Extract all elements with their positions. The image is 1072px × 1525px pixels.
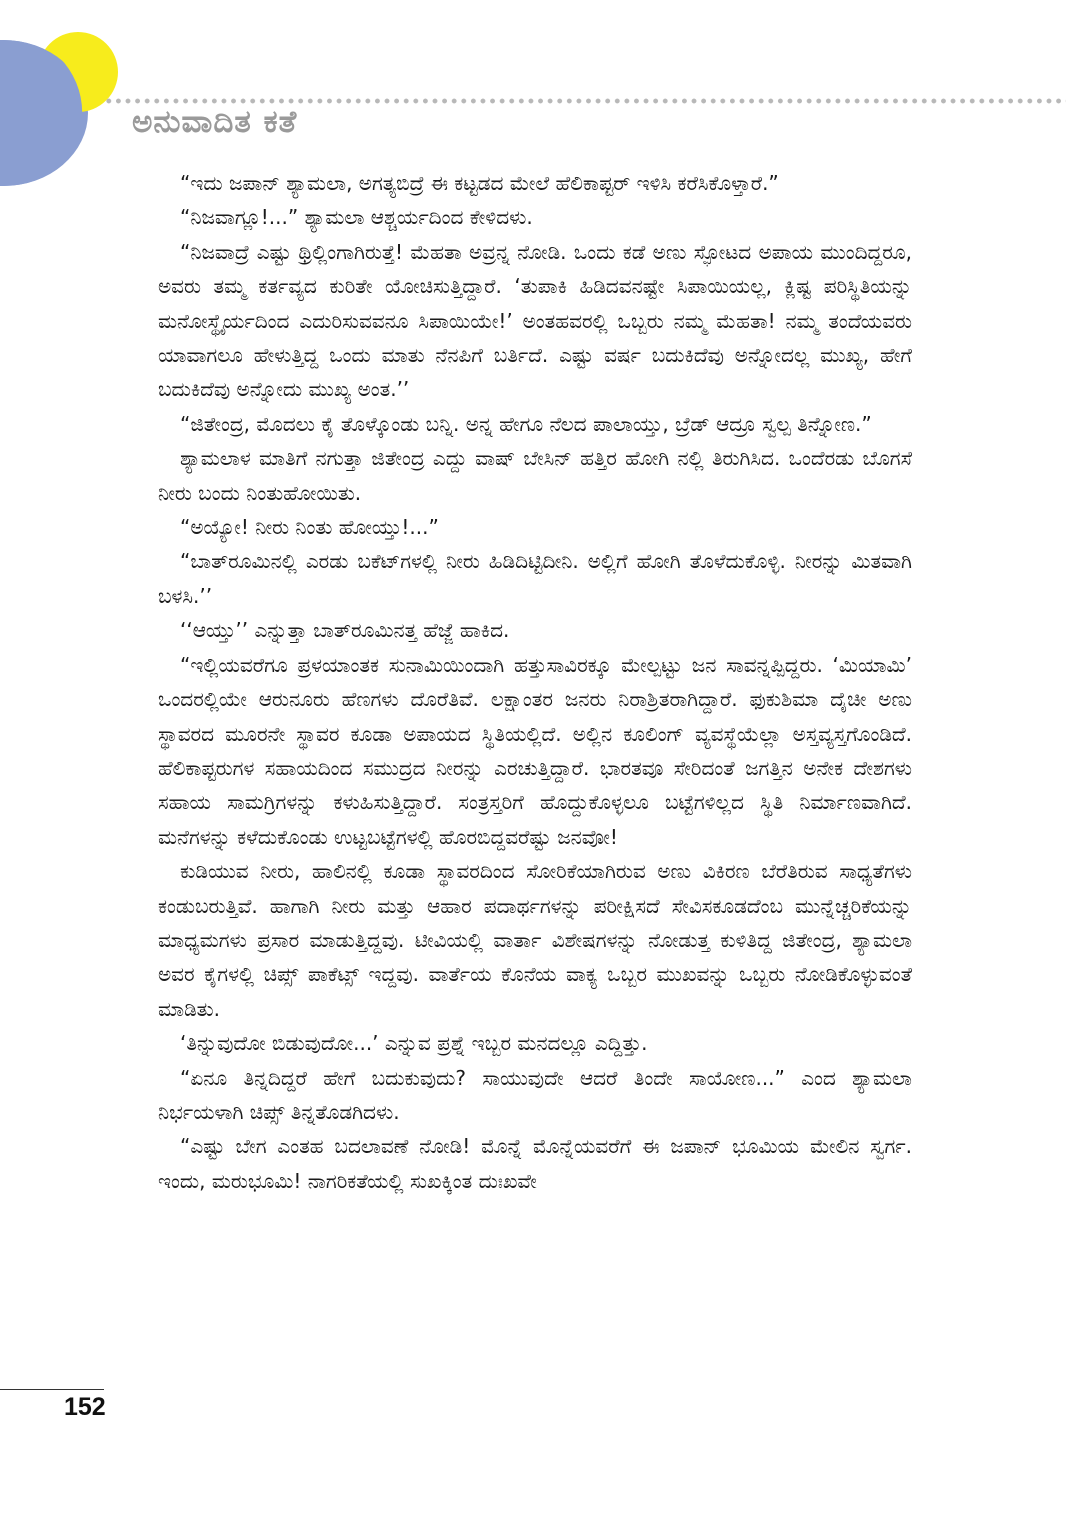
paragraph: ‘ತಿನ್ನುವುದೋ ಬಿಡುವುದೋ...’ ಎನ್ನುವ ಪ್ರಶ್ನೆ ಇಬ್ಬರ ಮನದಲ್ಲೂ ಎದ್ದಿತ್ತು.: [180, 1031, 648, 1056]
paragraph: ಶ್ಯಾಮಲಾಳ ಮಾತಿಗೆ ನಗುತ್ತಾ ಜಿತೇಂದ್ರ ಎದ್ದು ವಾಷ್ ಬೇಸಿನ್ ಹತ್ತಿರ ಹೋಗಿ ನಲ್ಲಿ ತಿರುಗಿಸಿದ. ಒಂದೆರಡು ಬೊಗಸೆ ನೀರು ಬಂದು ನಿಂತುಹೋಯಿತು.: [158, 446, 912, 505]
paragraph: “ಏನೂ ತಿನ್ನದಿದ್ದರೆ ಹೇಗೆ ಬದುಕುವುದು? ಸಾಯುವುದೇ ಆದರೆ ತಿಂದೇ ಸಾಯೋಣ...” ಎಂದ ಶ್ಯಾಮಲಾ ನಿರ್ಭಯಳಾಗಿ ಚಿಪ್ಸ್ ತಿನ್ನತೊಡಗಿದಳು.: [158, 1065, 912, 1124]
section-title: ಅನುವಾದಿತ ಕತೆ: [132, 104, 298, 140]
paragraph: ‘‘ಆಯ್ತು’’ ಎನ್ನುತ್ತಾ ಬಾತ್‌ರೂಮಿನತ್ತ ಹೆಜ್ಜೆ ಹಾಕಿದ.: [180, 618, 510, 643]
story-body: [158, 166, 912, 1198]
paragraph: “ಎಷ್ಟು ಬೇಗ ಎಂತಹ ಬದಲಾವಣೆ ನೋಡಿ! ಮೊನ್ನೆ ಮೊನ್ನೆಯವರೆಗೆ ಈ ಜಪಾನ್ ಭೂಮಿಯ ಮೇಲಿನ ಸ್ವರ್ಗ. ಇಂದು, ಮರುಭೂಮಿ! ನಾಗರಿಕತೆಯಲ್ಲಿ ಸುಖಕ್ಕಿಂತ ದುಃಖವೇ: [158, 1134, 912, 1193]
page-number: 152: [64, 1393, 106, 1421]
paragraph: “ಇದು ಜಪಾನ್ ಶ್ಯಾಮಲಾ, ಅಗತ್ಯಬಿದ್ರೆ ಈ ಕಟ್ಟಡದ ಮೇಲೆ ಹೆಲಿಕಾಪ್ಟರ್ ಇಳಿಸಿ ಕರೆಸಿಕೊಳ್ತಾರೆ.”: [180, 171, 779, 195]
footer-rule: [0, 1389, 104, 1390]
paragraph: “ಅಯ್ಯೋ! ನೀರು ನಿಂತು ಹೋಯ್ತು!...”: [180, 515, 439, 540]
paragraph: “ಜಿತೇಂದ್ರ, ಮೊದಲು ಕೈ ತೊಳ್ಕೊಂಡು ಬನ್ನಿ. ಅನ್ನ ಹೇಗೂ ನೆಲದ ಪಾಲಾಯ್ತು, ಬ್ರೆಡ್ ಆದ್ರೂ ಸ್ವಲ್ಪ ತಿನ್ನೋಣ.”: [180, 411, 872, 436]
paragraph: “ಇಲ್ಲಿಯವರೆಗೂ ಪ್ರಳಯಾಂತಕ ಸುನಾಮಿಯಿಂದಾಗಿ ಹತ್ತುಸಾವಿರಕ್ಕೂ ಮೇಲ್ಪಟ್ಟು ಜನ ಸಾವನ್ನಪ್ಪಿದ್ದರು. ‘ಮಿಯಾಮಿ’ ಒಂದರಲ್ಲಿಯೇ ಆರುನೂರು ಹೆಣಗಳು ದೊರೆತಿವೆ. ಲಕ್ಷಾಂತರ ಜನರು ನಿರಾಶ್ರಿತರಾಗಿದ್ದಾರೆ. ಫುಕುಶಿಮಾ ದೈಚೀ ಅಣು ಸ್ಥಾವರದ ಮೂರನೇ ಸ್ಥಾವರ ಕೂಡಾ ಅಪಾಯದ ಸ್ಥಿತಿಯಲ್ಲಿದೆ. ಅಲ್ಲಿನ ಕೂಲಿಂಗ್ ವ್ಯವಸ್ಥೆಯೆಲ್ಲಾ ಅಸ್ತವ್ಯಸ್ತಗೊಂಡಿದೆ. ಹೆಲಿಕಾಪ್ಟರುಗಳ ಸಹಾಯದಿಂದ ಸಮುದ್ರದ ನೀರನ್ನು ಎರಚುತ್ತಿದ್ದಾರೆ. ಭಾರತವೂ ಸೇರಿದಂತೆ ಜಗತ್ತಿನ ಅನೇಕ ದೇಶಗಳು ಸಹಾಯ ಸಾಮಗ್ರಿಗಳನ್ನು ಕಳುಹಿಸುತ್ತಿದ್ದಾರೆ. ಸಂತ್ರಸ್ತರಿಗೆ ಹೊದ್ದುಕೊಳ್ಳಲೂ ಬಟ್ಟೆಗಳಿಲ್ಲದ ಸ್ಥಿತಿ ನಿರ್ಮಾಣವಾಗಿದೆ. ಮನೆಗಳನ್ನು ಕಳೆದುಕೊಂಡು ಉಟ್ಟಬಟ್ಟೆಗಳಲ್ಲಿ ಹೊರಬಿದ್ದವರೆಷ್ಟು ಜನವೋ!: [158, 652, 912, 849]
paragraph: “ಬಾತ್‌ರೂಮಿನಲ್ಲಿ ಎರಡು ಬಕೆಟ್‌ಗಳಲ್ಲಿ ನೀರು ಹಿಡಿದಿಟ್ಟಿದೀನಿ. ಅಲ್ಲಿಗೆ ಹೋಗಿ ತೊಳೆದುಕೊಳ್ಳಿ. ನೀರನ್ನು ಮಿತವಾಗಿ ಬಳಸಿ.’’: [158, 549, 912, 608]
paragraph: “ನಿಜವಾಗ್ಲೂ!...” ಶ್ಯಾಮಲಾ ಆಶ್ಚರ್ಯದಿಂದ ಕೇಳಿದಳು.: [180, 205, 533, 230]
paragraph: “ನಿಜವಾದ್ರೆ ಎಷ್ಟು ಥ್ರಿಲ್ಲಿಂಗಾಗಿರುತ್ತೆ! ಮೆಹತಾ ಅವ್ರನ್ನ ನೋಡಿ. ಒಂದು ಕಡೆ ಅಣು ಸ್ಫೋಟದ ಅಪಾಯ ಮುಂದಿದ್ದರೂ, ಅವರು ತಮ್ಮ ಕರ್ತವ್ಯದ ಕುರಿತೇ ಯೋಚಿಸುತ್ತಿದ್ದಾರೆ. ‘ತುಪಾಕಿ ಹಿಡಿದವನಷ್ಟೇ ಸಿಪಾಯಿಯಲ್ಲ, ಕ್ಲಿಷ್ಟ ಪರಿಸ್ಥಿತಿಯನ್ನು ಮನೋಸ್ಥೈರ್ಯದಿಂದ ಎದುರಿಸುವವನೂ ಸಿಪಾಯಿಯೇ!’ ಅಂತಹವರಲ್ಲಿ ಒಬ್ಬರು ನಮ್ಮ ಮೆಹತಾ! ನಮ್ಮ ತಂದೆಯವರು ಯಾವಾಗಲೂ ಹೇಳುತ್ತಿದ್ದ ಒಂದು ಮಾತು ನೆನಪಿಗೆ ಬರ್ತಿದೆ. ಎಷ್ಟು ವರ್ಷ ಬದುಕಿದೆವು ಅನ್ನೋದಲ್ಲ ಮುಖ್ಯ, ಹೇಗೆ ಬದುಕಿದೆವು ಅನ್ನೋದು ಮುಖ್ಯ ಅಂತ.’’: [158, 239, 912, 402]
paragraph: ಕುಡಿಯುವ ನೀರು, ಹಾಲಿನಲ್ಲಿ ಕೂಡಾ ಸ್ಥಾವರದಿಂದ ಸೋರಿಕೆಯಾಗಿರುವ ಅಣು ವಿಕಿರಣ ಬೆರೆತಿರುವ ಸಾಧ್ಯತೆಗಳು ಕಂಡುಬರುತ್ತಿವೆ. ಹಾಗಾಗಿ ನೀರು ಮತ್ತು ಆಹಾರ ಪದಾರ್ಥಗಳನ್ನು ಪರೀಕ್ಷಿಸದೆ ಸೇವಿಸಕೂಡದೆಂಬ ಮುನ್ನೆಚ್ಚರಿಕೆಯನ್ನು ಮಾಧ್ಯಮಗಳು ಪ್ರಸಾರ ಮಾಡುತ್ತಿದ್ದವು. ಟೀವಿಯಲ್ಲಿ ವಾರ್ತಾ ವಿಶೇಷಗಳನ್ನು ನೋಡುತ್ತ ಕುಳಿತಿದ್ದ ಜಿತೇಂದ್ರ, ಶ್ಯಾಮಲಾ ಅವರ ಕೈಗಳಲ್ಲಿ ಚಿಪ್ಸ್ ಪಾಕೆಟ್ಸ್ ಇದ್ದವು. ವಾರ್ತೆಯ ಕೊನೆಯ ವಾಕ್ಯ ಒಬ್ಬರ ಮುಖವನ್ನು ಒಬ್ಬರು ನೋಡಿಕೊಳ್ಳುವಂತೆ ಮಾಡಿತು.: [158, 859, 912, 1021]
